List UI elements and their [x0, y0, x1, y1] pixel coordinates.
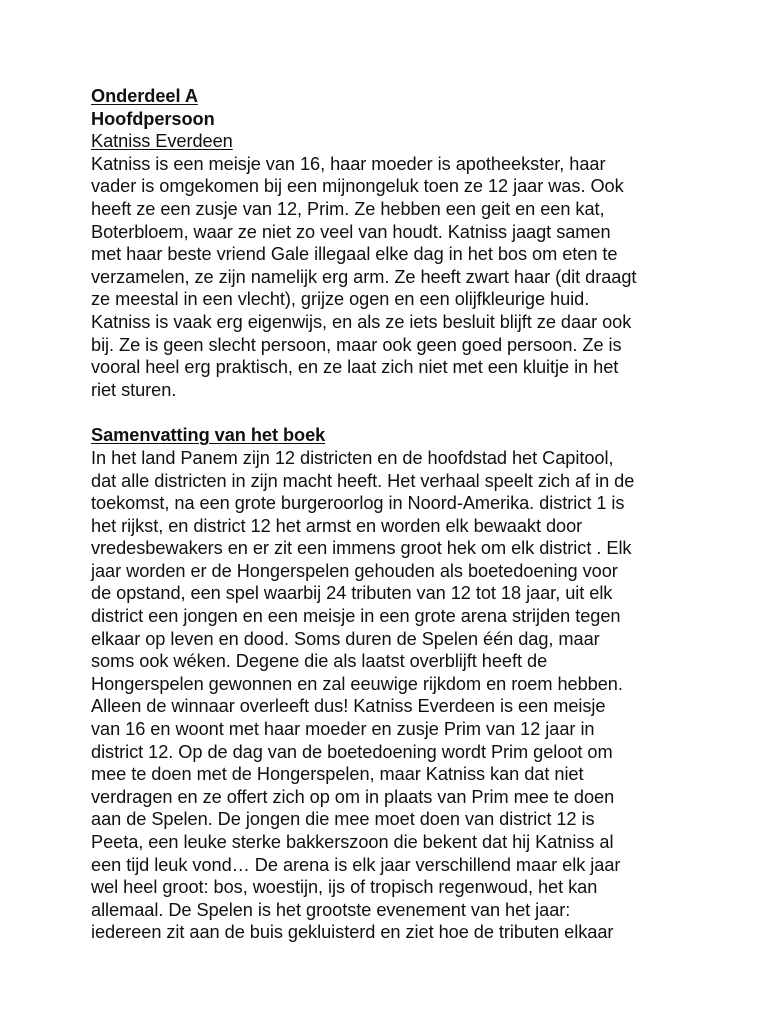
- character-description: [91, 153, 711, 402]
- paragraph-line: vredesbewakers en er zit een immens groot hek om elk district . Elk: [91, 538, 632, 559]
- paragraph-line: een tijd leuk vond… De arena is elk jaar verschillend maar elk jaar: [91, 854, 621, 875]
- paragraph-line: dat alle districten in zijn macht heeft. Het verhaal speelt zich af in de: [91, 470, 635, 491]
- paragraph-line: vader is omgekomen bij een mijnongeluk toen ze 12 jaar was. Ook: [91, 176, 624, 197]
- summary-text: [91, 447, 711, 944]
- paragraph-line: ze meestal in een vlecht), grijze ogen en een olijfkleurige huid.: [91, 289, 590, 310]
- paragraph-line: In het land Panem zijn 12 districten en de hoofdstad het Capitool,: [91, 447, 614, 468]
- paragraph-line: verzamelen, ze zijn namelijk erg arm. Ze heeft zwart haar (dit draagt: [91, 266, 637, 287]
- paragraph-line: riet sturen.: [91, 379, 177, 400]
- paragraph-line: Boterbloem, waar ze niet zo veel van houdt. Katniss jaagt samen: [91, 221, 611, 242]
- paragraph-line: Alleen de winnaar overleeft dus! Katniss Everdeen is een meisje: [91, 696, 606, 717]
- paragraph-line: aan de Spelen. De jongen die mee moet doen van district 12 is: [91, 809, 595, 830]
- paragraph-line: Hongerspelen gewonnen en zal eeuwige rijkdom en roem hebben.: [91, 673, 623, 694]
- paragraph-line: Katniss is vaak erg eigenwijs, en als ze iets besluit blijft ze daar ook: [91, 311, 632, 332]
- paragraph-line: allemaal. De Spelen is het grootste evenement van het jaar:: [91, 899, 571, 920]
- paragraph-line: mee te doen met de Hongerspelen, maar Katniss kan dat niet: [91, 764, 584, 785]
- document-page: [91, 85, 711, 944]
- section-title: Onderdeel A: [91, 86, 198, 106]
- paragraph-line: Katniss is een meisje van 16, haar moeder is apotheekster, haar: [91, 153, 606, 174]
- paragraph-line: Peeta, een leuke sterke bakkerszoon die bekent dat hij Katniss al: [91, 832, 614, 852]
- paragraph-line: toekomst, na een grote burgeroorlog in Noord-Amerika. district 1 is: [91, 493, 625, 514]
- section-subtitle: Hoofdpersoon: [91, 108, 215, 129]
- paragraph-spacer: [91, 401, 711, 424]
- paragraph-line: bij. Ze is geen slecht persoon, maar ook geen goed persoon. Ze is: [91, 334, 622, 355]
- paragraph-line: verdragen en ze offert zich op om in plaats van Prim mee te doen: [91, 786, 615, 807]
- summary-title: Samenvatting van het boek: [91, 425, 326, 446]
- paragraph-line: de opstand, een spel waarbij 24 tributen van 12 tot 18 jaar, uit elk: [91, 583, 613, 604]
- paragraph-line: jaar worden er de Hongerspelen gehouden als boetedoening voor: [91, 560, 618, 581]
- paragraph-line: met haar beste vriend Gale illegaal elke dag in het bos om eten te: [91, 244, 618, 265]
- paragraph-line: district 12. Op de dag van de boetedoening wordt Prim geloot om: [91, 741, 613, 762]
- character-name: Katniss Everdeen: [91, 131, 233, 152]
- paragraph-line: van 16 en woont met haar moeder en zusje Prim van 12 jaar in: [91, 719, 595, 740]
- paragraph-line: het rijkst, en district 12 het armst en worden elk bewaakt door: [91, 515, 583, 536]
- paragraph-line: heeft ze een zusje van 12, Prim. Ze hebben een geit en een kat,: [91, 198, 605, 219]
- paragraph-line: district een jongen en een meisje in een grote arena strijden tegen: [91, 606, 621, 627]
- paragraph-line: vooral heel erg praktisch, en ze laat zich niet met een kluitje in het: [91, 357, 619, 378]
- paragraph-line: wel heel groot: bos, woestijn, ijs of tropisch regenwoud, het kan: [91, 877, 598, 898]
- paragraph-line: elkaar op leven en dood. Soms duren de Spelen één dag, maar: [91, 628, 600, 649]
- paragraph-line: soms ook wéken. Degene die als laatst overblijft heeft de: [91, 651, 548, 672]
- paragraph-line: iedereen zit aan de buis gekluisterd en ziet hoe de tributen elkaar: [91, 922, 614, 943]
